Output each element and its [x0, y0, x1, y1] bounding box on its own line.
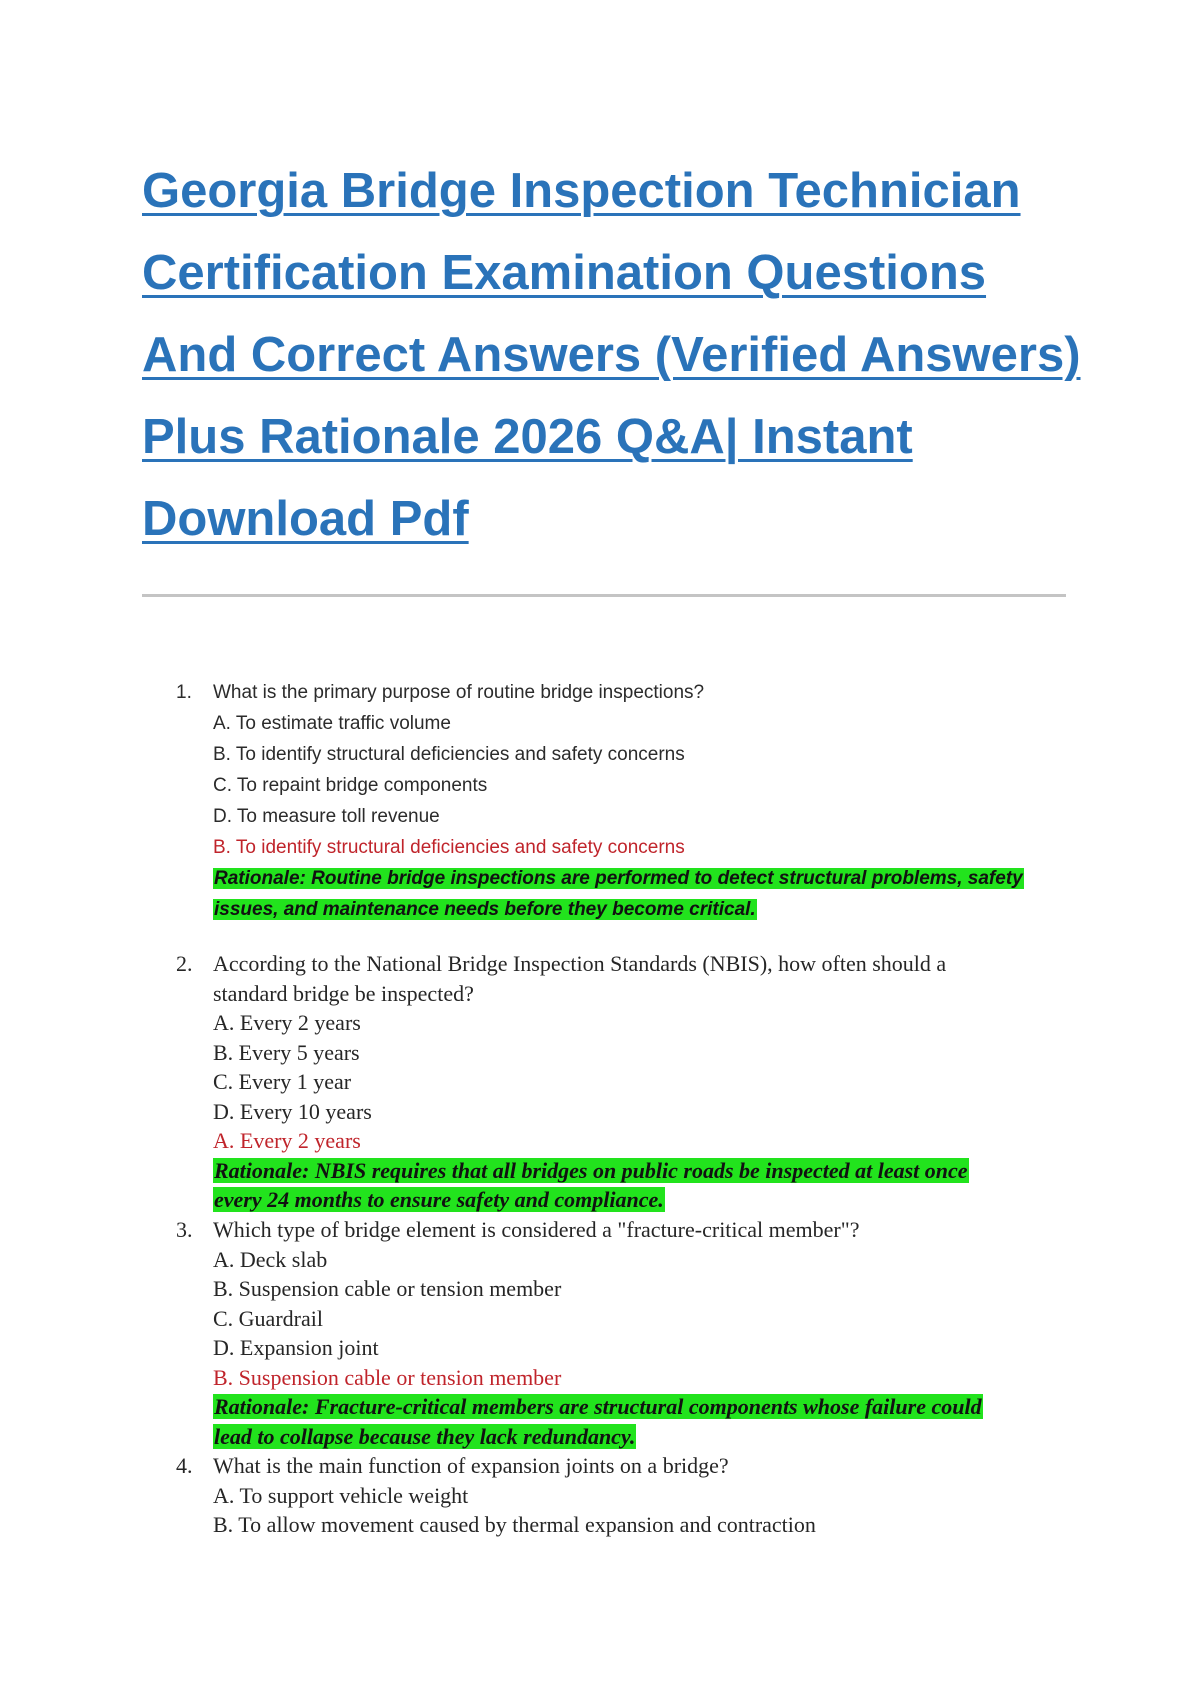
rationale-highlight: every 24 months to ensure safety and compliance.: [214, 1187, 664, 1212]
question-number: 2.: [176, 951, 193, 976]
option-c: C. To repaint bridge components: [213, 775, 488, 796]
option-d: D. Expansion joint: [213, 1335, 379, 1360]
correct-answer: B. To identify structural deficiencies and safety concerns: [213, 837, 685, 858]
title-line[interactable]: [142, 478, 1082, 560]
option-a: A. Deck slab: [213, 1246, 328, 1272]
option-a: A. To support vehicle weight: [213, 1482, 469, 1508]
option-b: B. Every 5 years: [213, 1039, 360, 1065]
title-line[interactable]: [142, 314, 1082, 396]
title-link[interactable]: Certification Examination Questions: [142, 246, 987, 300]
question-text: According to the National Bridge Inspection Standards (NBIS), how often should a: [213, 951, 947, 976]
correct-answer: B. Suspension cable or tension member: [213, 1364, 562, 1390]
title-link[interactable]: And Correct Answers (Verified Answers): [142, 328, 1081, 382]
question-body: [213, 949, 1043, 1215]
option-d: D. To measure toll revenue: [213, 806, 440, 827]
rationale-highlight: Rationale: Fracture-critical members are structural components whose failure could: [214, 1394, 982, 1419]
title-link[interactable]: Plus Rationale 2026 Q&A| Instant: [142, 410, 913, 464]
option-a: A. Every 2 years: [213, 1010, 361, 1035]
document-title[interactable]: [142, 150, 1082, 560]
option-c: C. Every 1 year: [213, 1069, 352, 1094]
question-text: What is the main function of expansion joints on a bridge?: [213, 1453, 729, 1478]
question-number: 4.: [176, 1453, 193, 1478]
rationale-highlight: Rationale: NBIS requires that all bridges on public roads be inspected at least once: [214, 1157, 968, 1183]
title-line[interactable]: [142, 150, 1082, 232]
option-a: A. To estimate traffic volume: [213, 713, 451, 734]
option-b: B. Suspension cable or tension member: [213, 1276, 562, 1301]
rationale-highlight: lead to collapse because they lack redundancy.: [214, 1423, 636, 1449]
title-line[interactable]: [142, 396, 1082, 478]
question-number: 1.: [176, 682, 192, 703]
question-number: 3.: [176, 1217, 193, 1242]
title-line[interactable]: [142, 232, 1082, 314]
option-c: C. Guardrail: [213, 1305, 323, 1331]
correct-answer: A. Every 2 years: [213, 1128, 361, 1153]
option-b: B. To identify structural deficiencies and safety concerns: [213, 744, 685, 765]
rationale-highlight: issues, and maintenance needs before they become critical.: [214, 899, 756, 920]
question-text: standard bridge be inspected?: [213, 980, 474, 1006]
rationale-highlight: Rationale: Routine bridge inspections are performed to detect structural problems, safety: [214, 868, 1023, 889]
horizontal-divider: [142, 594, 1066, 597]
title-link[interactable]: Georgia Bridge Inspection Technician: [142, 164, 1021, 218]
option-d: D. Every 10 years: [213, 1098, 372, 1124]
question-body: [213, 1215, 1043, 1451]
question-text: What is the primary purpose of routine bridge inspections?: [213, 682, 705, 703]
option-b: B. To allow movement caused by thermal expansion and contraction: [213, 1512, 816, 1537]
question-body: [213, 677, 1043, 925]
question-text: Which type of bridge element is considered a "fracture-critical member"?: [213, 1217, 860, 1242]
title-link[interactable]: Download Pdf: [142, 492, 469, 546]
question-body: [213, 1451, 1043, 1540]
